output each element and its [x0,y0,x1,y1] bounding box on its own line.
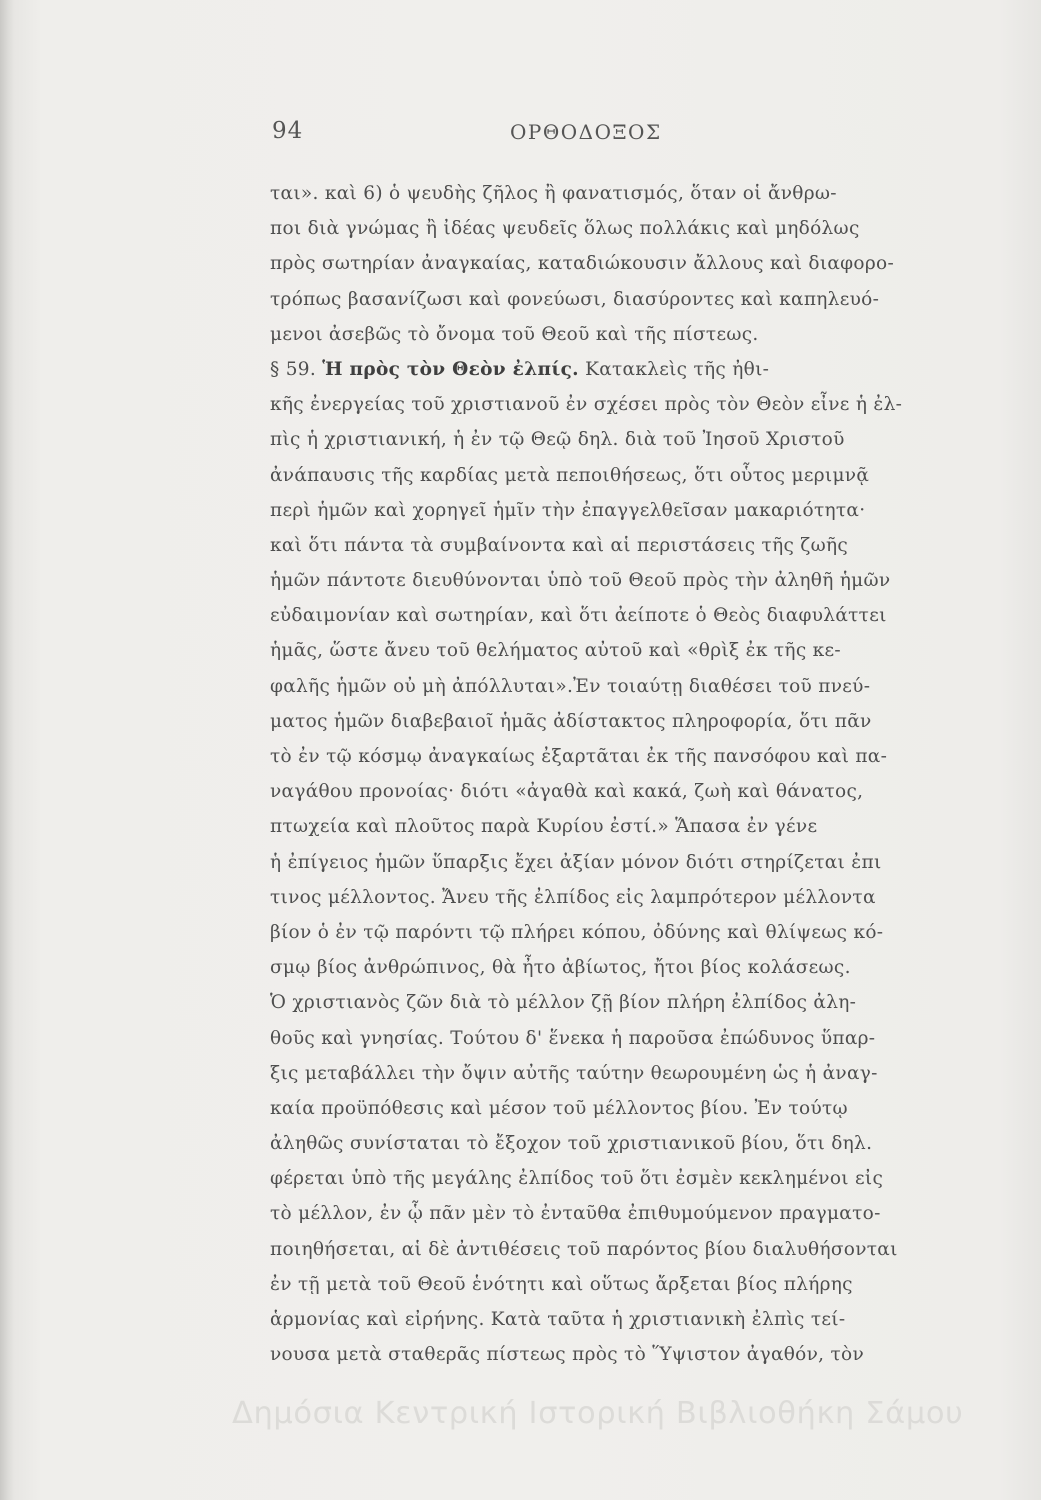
text-line: εὐδαιμονίαν καὶ σωτηρίαν, καὶ ὅτι ἀείποτε ὁ Θεὸς διαφυλάττει [270,605,887,627]
text-line: ἀληθῶς συνίσταται τὸ ἔξοχον τοῦ χριστιανικοῦ βίου, ὅτι δηλ. [270,1133,873,1155]
text-line: τὸ μέλλον, ἐν ᾧ πᾶν μὲν τὸ ἐνταῦθα ἐπιθυμούμενον πραγματο- [270,1203,881,1225]
text-line: φέρεται ὑπὸ τῆς μεγάλης ἐλπίδος τοῦ ὅτι ἐσμὲν κεκλημένοι εἰς [270,1168,884,1190]
page-binding-edge [0,0,14,1500]
text-line: ἡμῶν πάντοτε διευθύνονται ὑπὸ τοῦ Θεοῦ πρὸς τὴν ἀληθῆ ἡμῶν [270,570,891,592]
section-heading-line [270,352,935,387]
text-line: καία προϋπόθεσις καὶ μέσον τοῦ μέλλοντος βίου. Ἐν τούτῳ [270,1097,848,1119]
page-number: 94 [272,118,304,144]
text-line: πρὸς σωτηρίαν ἀναγκαίας, καταδιώκουσιν ἄλλους καὶ διαφορο- [270,253,895,275]
text-line: ἡμᾶς, ὥστε ἄνευ τοῦ θελήματος αὐτοῦ καὶ «θρὶξ ἐκ τῆς κε- [270,640,841,662]
text-line: τινος μέλλοντος. Ἄνευ τῆς ἐλπίδος εἰς λαμπρότερον μέλλοντα [270,886,876,908]
text-line: τρόπως βασανίζωσι καὶ φονεύωσι, διασύροντες καὶ καπηλευό- [270,288,880,310]
text-line: φαλῆς ἡμῶν οὐ μὴ ἀπόλλυται».Ἐν τοιαύτῃ διαθέσει τοῦ πνεύ- [270,675,871,697]
text-line: περὶ ἡμῶν καὶ χορηγεῖ ἡμῖν τὴν ἐπαγγελθεῖσαν μακαριότητα· [270,499,866,521]
text-line: βίον ὁ ἐν τῷ παρόντι τῷ πλήρει κόπου, ὀδύνης καὶ θλίψεως κό- [270,921,884,943]
text-line: ἁρμονίας καὶ εἰρήνης. Κατὰ ταῦτα ἡ χριστιανικὴ ἐλπὶς τεί- [270,1309,846,1330]
running-title: ΟΡΘΟΔΟΞΟΣ [510,120,662,144]
text-line: πτωχεία καὶ πλοῦτος παρὰ Κυρίου ἐστί.» Ἅπασα ἐν γένε [270,816,818,838]
text-line: κῆς ἐνεργείας τοῦ χριστιανοῦ ἐν σχέσει πρὸς τὸν Θεὸν εἶνε ἡ ἐλ- [270,394,903,416]
section-number: § 59. [270,358,317,380]
text-line: μενοι ἀσεβῶς τὸ ὄνομα τοῦ Θεοῦ καὶ τῆς πίστεως. [270,323,759,345]
text-line: ποι διὰ γνώμας ἢ ἰδέας ψευδεῖς ὅλως πολλάκις καὶ μηδόλως [270,218,860,240]
text-line: σμῳ βίος ἀνθρώπινος, θὰ ἦτο ἀβίωτος, ἤτοι βίος κολάσεως. [270,957,851,979]
page-header [272,118,922,158]
text-line: ναγάθου προνοίας· διότι «ἀγαθὰ καὶ κακά, ζωὴ καὶ θάνατος, [270,781,864,803]
text-line: τὸ ἐν τῷ κόσμῳ ἀναγκαίως ἐξαρτᾶται ἐκ τῆς πανσόφου καὶ πα- [270,746,888,767]
text-line: ται». καὶ 6) ὁ ψευδὴς ζῆλος ἢ φανατισμός, ὅταν οἱ ἄνθρω- [270,183,837,204]
text-line: ἡ ἐπίγειος ἡμῶν ὕπαρξις ἔχει ἀξίαν μόνον διότι στηρίζεται ἐπι [270,851,882,873]
text-line: ξις μεταβάλλει τὴν ὄψιν αὐτῆς ταύτην θεωρουμένη ὡς ἡ ἀναγ- [270,1062,878,1084]
text-line: ποιηθήσεται, αἱ δὲ ἀντιθέσεις τοῦ παρόντος βίου διαλυθήσονται [270,1238,898,1260]
section-text: Κατακλεὶς τῆς ἠθι- [585,358,770,380]
library-watermark: Δημόσια Κεντρική Ιστορική Βιβλιοθήκη Σάμου [232,1396,964,1431]
text-line: καὶ ὅτι πάντα τὰ συμβαίνοντα καὶ αἱ περιστάσεις τῆς ζωῆς [270,534,849,556]
text-line: ἐν τῇ μετὰ τοῦ Θεοῦ ἑνότητι καὶ οὕτως ἄρξεται βίος πλήρης [270,1273,853,1295]
body-text [270,176,935,1372]
text-line: νουσα μετὰ σταθερᾶς πίστεως πρὸς τὸ Ὕψιστον ἀγαθόν, τὸν [270,1344,865,1366]
text-line: Ὁ χριστιανὸς ζῶν διὰ τὸ μέλλον ζῇ βίον πλήρη ἐλπίδος ἀλη- [270,992,857,1014]
text-line: πὶς ἡ χριστιανική, ἡ ἐν τῷ Θεῷ δηλ. διὰ τοῦ Ἰησοῦ Χριστοῦ [270,429,845,451]
text-line: ματος ἡμῶν διαβεβαιοῖ ἡμᾶς ἀδίστακτος πληροφορία, ὅτι πᾶν [270,710,872,732]
section-title: Ἡ πρὸς τὸν Θεὸν ἐλπίς. [322,358,579,380]
text-line: θοῦς καὶ γνησίας. Τούτου δ' ἕνεκα ἡ παροῦσα ἐπώδυνος ὕπαρ- [270,1027,876,1049]
text-line: ἀνάπαυσις τῆς καρδίας μετὰ πεποιθήσεως, ὅτι οὗτος μεριμνᾷ [270,464,870,486]
